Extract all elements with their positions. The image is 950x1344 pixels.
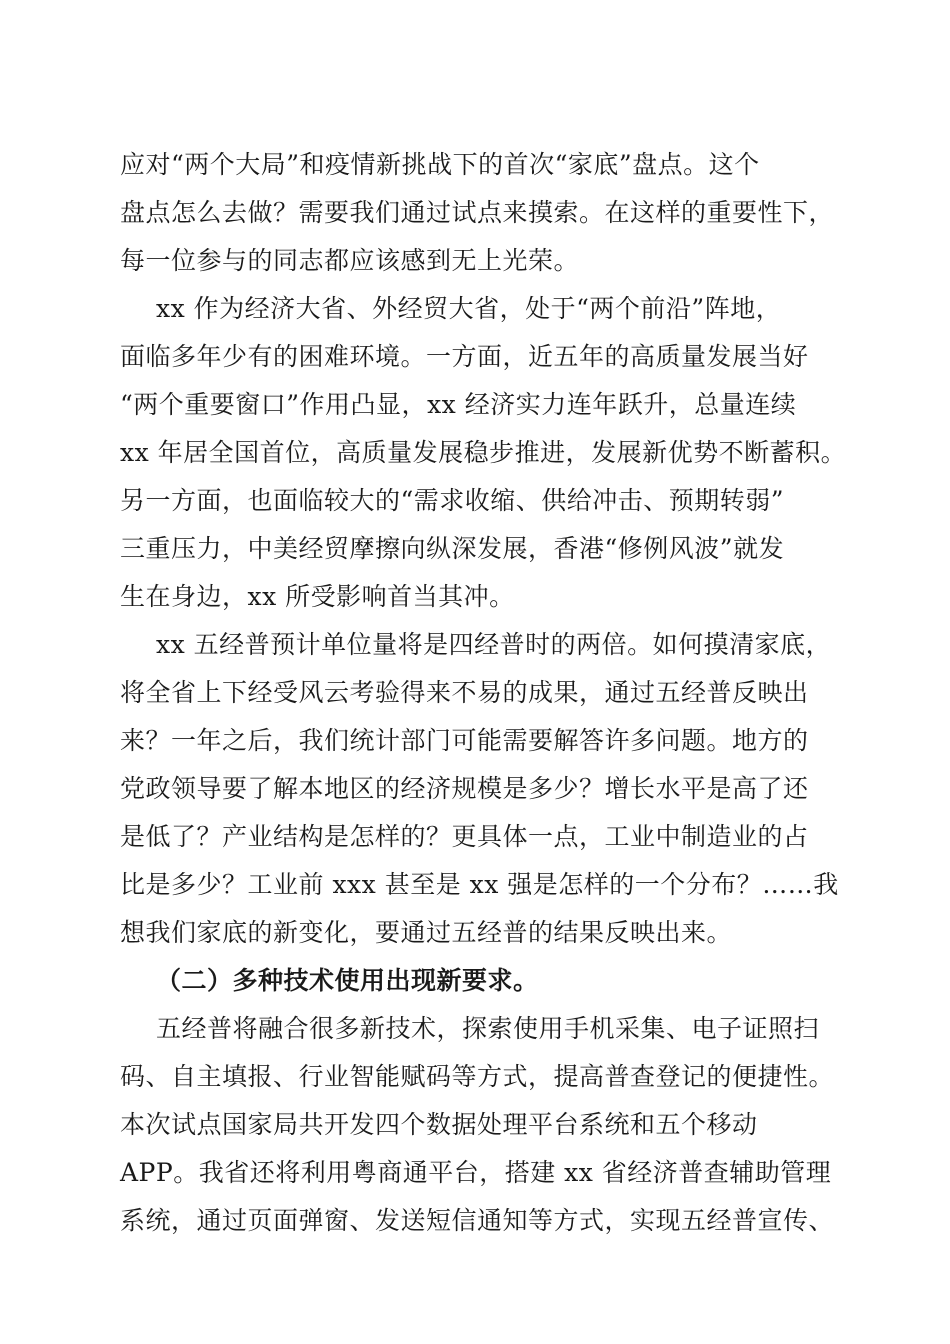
text-line: xx 年居全国首位，高质量发展稳步推进，发展新优势不断蓄积。 <box>120 438 847 467</box>
paragraph-start: 五经普将融合很多新技术，探索使用手机采集、电子证照扫 <box>156 1014 820 1043</box>
text-line: 将全省上下经受风云考验得来不易的成果，通过五经普反映出 <box>120 678 809 707</box>
text-line: 生在身边，xx 所受影响首当其冲。 <box>120 582 515 611</box>
section-heading: （二）多种技术使用出现新要求。 <box>156 966 539 995</box>
text-line: 应对“两个大局”和疫情新挑战下的首次“家底”盘点。这个 <box>120 150 760 179</box>
text-line: “两个重要窗口”作用凸显，xx 经济实力连年跃升，总量连续 <box>120 390 797 419</box>
text-line: 盘点怎么去做？需要我们通过试点来摸索。在这样的重要性下， <box>120 198 835 227</box>
paragraph-start: xx 作为经济大省、外经贸大省，处于“两个前沿”阵地， <box>156 294 782 323</box>
text-line: 比是多少？工业前 xxx 甚至是 xx 强是怎样的一个分布？……我 <box>120 870 839 899</box>
text-line: 码、自主填报、行业智能赋码等方式，提高普查登记的便捷性。 <box>120 1062 835 1091</box>
text-line: 系统，通过页面弹窗、发送短信通知等方式，实现五经普宣传、 <box>120 1206 835 1235</box>
text-line: 面临多年少有的困难环境。一方面，近五年的高质量发展当好 <box>120 342 809 371</box>
text-line: 本次试点国家局共开发四个数据处理平台系统和五个移动 <box>120 1110 758 1139</box>
text-line: 党政领导要了解本地区的经济规模是多少？增长水平是高了还 <box>120 774 809 803</box>
text-line: 每一位参与的同志都应该感到无上光荣。 <box>120 246 580 275</box>
text-line: 想我们家底的新变化，要通过五经普的结果反映出来。 <box>120 918 733 947</box>
text-line: 是低了？产业结构是怎样的？更具体一点，工业中制造业的占 <box>120 822 809 851</box>
paragraph-start: xx 五经普预计单位量将是四经普时的两倍。如何摸清家底， <box>156 630 832 659</box>
text-line: 来？一年之后，我们统计部门可能需要解答许多问题。地方的 <box>120 726 809 755</box>
text-line: APP。我省还将利用粤商通平台，搭建 xx 省经济普查辅助管理 <box>120 1158 832 1187</box>
text-line: 另一方面，也面临较大的“需求收缩、供给冲击、预期转弱” <box>120 486 785 515</box>
text-line: 三重压力，中美经贸摩擦向纵深发展，香港“修例风波”就发 <box>120 534 785 563</box>
